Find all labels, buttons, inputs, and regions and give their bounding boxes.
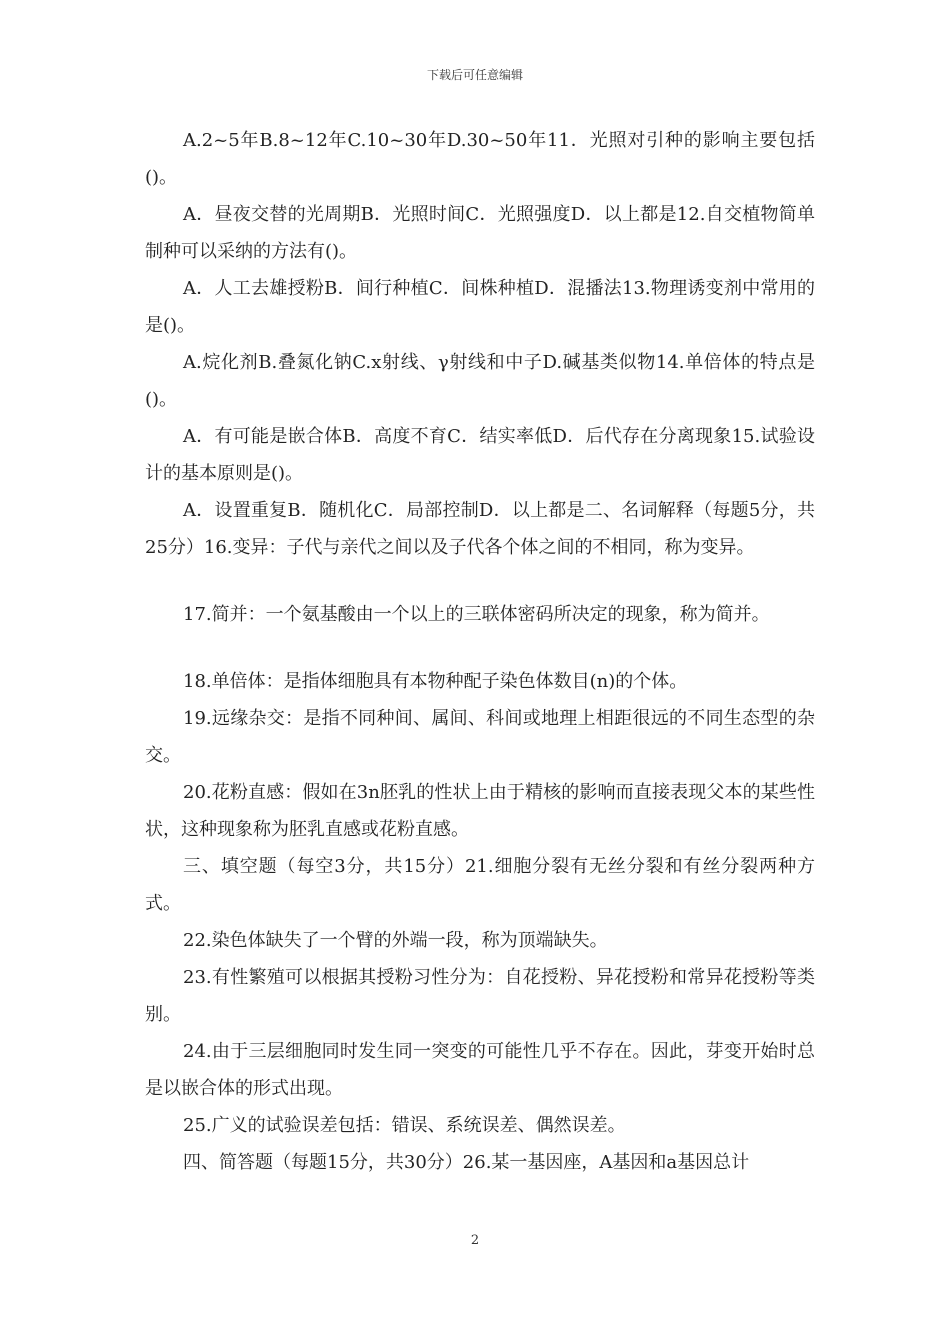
paragraph-term-19: 19.远缘杂交：是指不同种间、属间、科间或地理上相距很远的不同生态型的杂交。: [145, 708, 815, 766]
page-header: 下载后可任意编辑: [426, 68, 523, 82]
paragraph-term-18: 18.单倍体：是指体细胞具有本物种配子染色体数目(n)的个体。: [183, 671, 688, 692]
paragraph-fill-25: 25.广义的试验误差包括：错误、系统误差、偶然误差。: [183, 1115, 626, 1136]
paragraph-fill-21: 三、填空题（每空3分，共15分）21.细胞分裂有无丝分裂和有丝分裂两种方式。: [145, 856, 815, 914]
page-number: 2: [470, 1233, 480, 1248]
paragraph-question-11-options: A．昼夜交替的光周期B．光照时间C．光照强度D．以上都是12.自交植物简单制种可以采纳的方法有()。: [145, 204, 815, 262]
paragraph-fill-24: 24.由于三层细胞同时发生同一突变的可能性几乎不存在。因此，芽变开始时总是以嵌合体的形式出现。: [145, 1041, 815, 1099]
paragraph-question-14-options: A．有可能是嵌合体B．高度不育C．结实率低D．后代存在分离现象15.试验设计的基本原则是()。: [145, 426, 815, 484]
paragraph-term-20: 20.花粉直感：假如在3n胚乳的性状上由于精核的影响而直接表现父本的某些性状，这种现象称为胚乳直感或花粉直感。: [145, 782, 815, 840]
paragraph-term-17: 17.简并：一个氨基酸由一个以上的三联体密码所决定的现象，称为简并。: [183, 604, 770, 625]
paragraph-fill-23: 23.有性繁殖可以根据其授粉习性分为：自花授粉、异花授粉和常异花授粉等类别。: [145, 967, 815, 1025]
paragraph-question-13-options: A.烷化剂B.叠氮化钠C.x射线、γ射线和中子D.碱基类似物14.单倍体的特点是()。: [145, 352, 815, 410]
paragraph-fill-22: 22.染色体缺失了一个臂的外端一段，称为顶端缺失。: [183, 930, 608, 951]
document-body: [145, 122, 815, 1181]
paragraph-question-12-options: A．人工去雄授粉B．间行种植C．间株种植D．混播法13.物理诱变剂中常用的是()。: [145, 278, 815, 336]
paragraph-short-answer-26: 四、简答题（每题15分，共30分）26.某一基因座，A基因和a基因总计: [183, 1152, 750, 1173]
paragraph-question-15-options: A．设置重复B．随机化C．局部控制D．以上都是二、名词解释（每题5分，共25分）16.变异：子代与亲代之间以及子代各个体之间的不相同，称为变异。: [145, 500, 815, 558]
paragraph-question-10-options: A.2~5年B.8~12年C.10~30年D.30~50年11．光照对引种的影响主要包括()。: [145, 130, 815, 188]
